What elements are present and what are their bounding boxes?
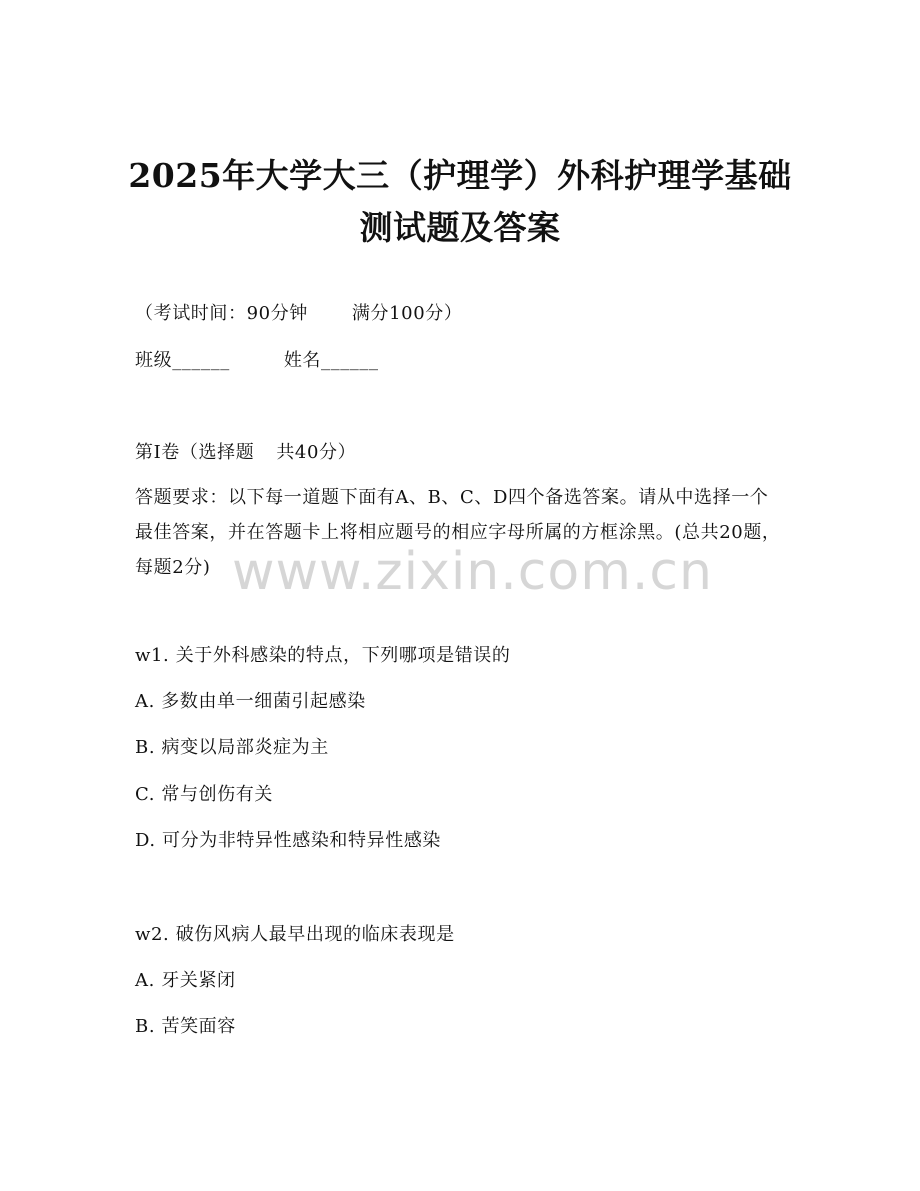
exam-full-score: 满分100分） xyxy=(351,303,463,324)
question-option: D. 可分为非特异性感染和特异性感染 xyxy=(135,830,442,851)
question-option: A. 牙关紧闭 xyxy=(135,970,236,991)
question-option: B. 苦笑面容 xyxy=(135,1016,236,1037)
document-title-line1: 2025年大学大三（护理学）外科护理学基础 xyxy=(128,156,792,195)
name-field: 姓名______ xyxy=(283,350,379,371)
section-heading-part1: 第I卷（选择题 xyxy=(135,442,255,463)
document-title-line2: 测试题及答案 xyxy=(359,208,561,247)
question-option: C. 常与创伤有关 xyxy=(135,784,273,805)
section-instructions: 答题要求：以下每一道题下面有A、B、C、D四个备选答案。请从中选择一个最佳答案，并在答题卡上将相应题号的相应字母所属的方框涂黑。(总共20题，每题2分) xyxy=(135,487,781,578)
exam-info xyxy=(135,303,462,325)
question-stem: w1. 关于外科感染的特点，下列哪项是错误的 xyxy=(135,645,511,666)
student-fields xyxy=(135,350,379,372)
section-heading-part2: 共40分） xyxy=(276,442,357,463)
section-heading xyxy=(135,442,356,464)
exam-time: （考试时间：90分钟 xyxy=(135,303,308,324)
question-stem: w2. 破伤风病人最早出现的临床表现是 xyxy=(135,924,455,945)
watermark: www.zixin.com.cn xyxy=(232,542,713,602)
question-option: B. 病变以局部炎症为主 xyxy=(135,737,329,758)
class-field: 班级______ xyxy=(135,350,230,371)
question-option: A. 多数由单一细菌引起感染 xyxy=(135,691,366,712)
